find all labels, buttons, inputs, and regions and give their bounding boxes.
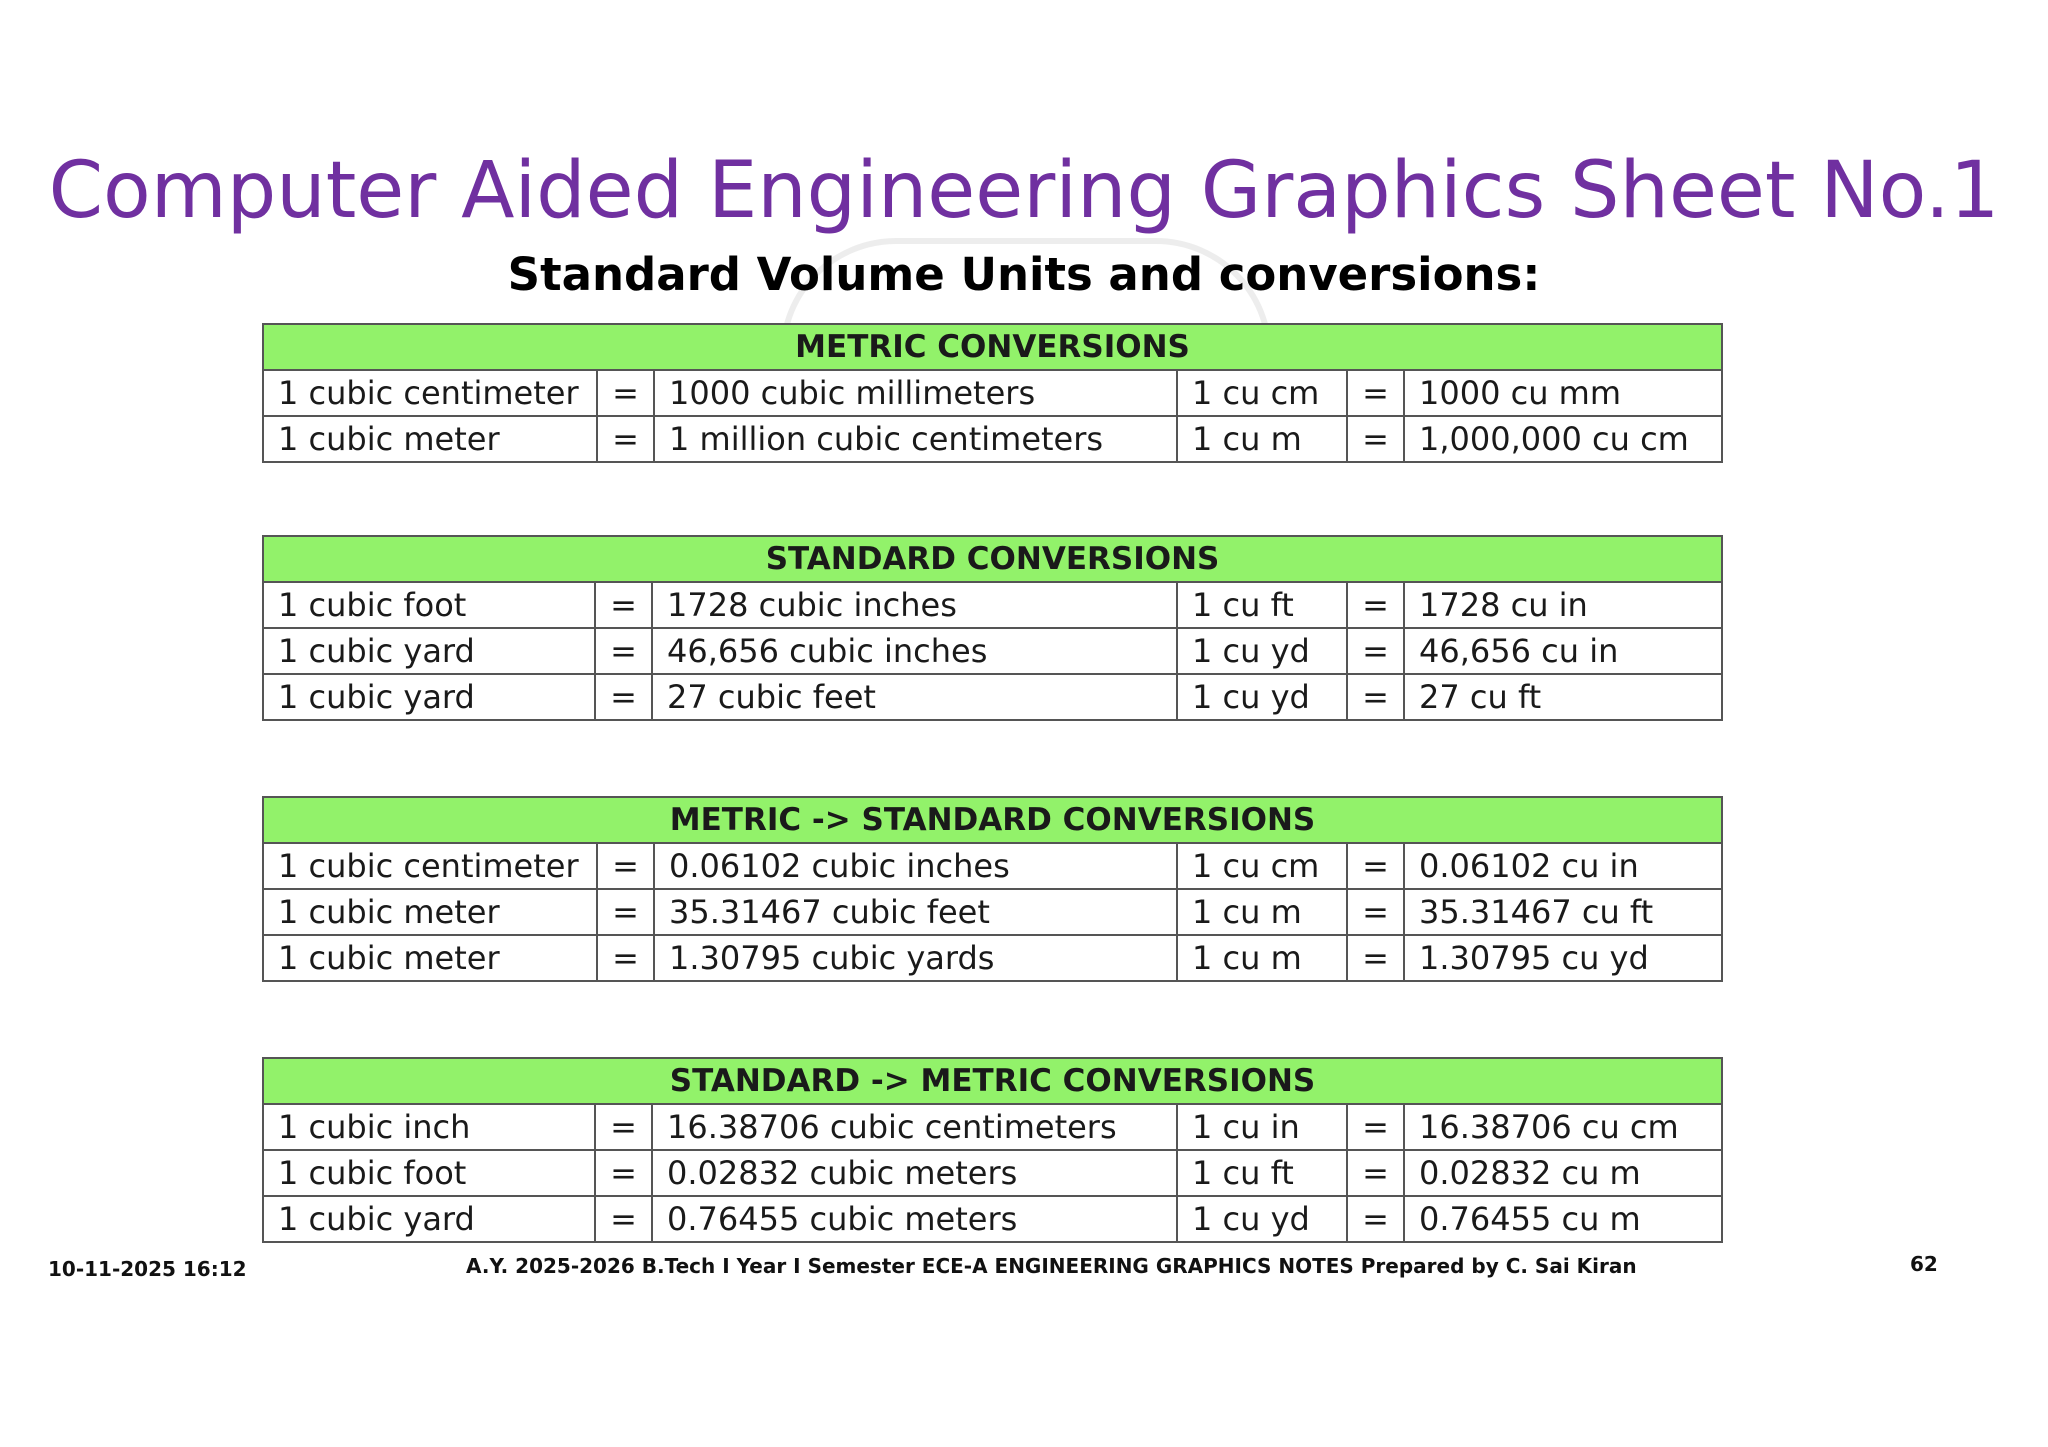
equals-cell: =	[1347, 843, 1404, 889]
equals-cell: =	[595, 1104, 652, 1150]
unit-cell: 1 cubic meter	[263, 889, 597, 935]
equals-cell: =	[1347, 628, 1404, 674]
table-heading: STANDARD CONVERSIONS	[263, 536, 1722, 582]
standard-to-metric-table	[262, 1057, 1723, 1243]
value-cell: 1728 cubic inches	[652, 582, 1177, 628]
value-abbrev-cell: 1728 cu in	[1404, 582, 1722, 628]
unit-cell: 1 cubic foot	[263, 582, 595, 628]
equals-cell: =	[595, 582, 652, 628]
value-abbrev-cell: 1.30795 cu yd	[1404, 935, 1722, 981]
value-abbrev-cell: 0.06102 cu in	[1404, 843, 1722, 889]
unit-abbrev-cell: 1 cu yd	[1177, 1196, 1347, 1242]
unit-cell: 1 cubic centimeter	[263, 370, 597, 416]
table-row	[263, 1150, 1722, 1196]
unit-abbrev-cell: 1 cu cm	[1177, 843, 1347, 889]
unit-abbrev-cell: 1 cu ft	[1177, 582, 1347, 628]
unit-cell: 1 cubic yard	[263, 674, 595, 720]
unit-abbrev-cell: 1 cu cm	[1177, 370, 1347, 416]
table-row	[263, 628, 1722, 674]
equals-cell: =	[1347, 1196, 1404, 1242]
equals-cell: =	[597, 935, 654, 981]
unit-abbrev-cell: 1 cu m	[1177, 889, 1347, 935]
unit-cell: 1 cubic centimeter	[263, 843, 597, 889]
value-abbrev-cell: 16.38706 cu cm	[1404, 1104, 1722, 1150]
value-cell: 16.38706 cubic centimeters	[652, 1104, 1177, 1150]
unit-cell: 1 cubic inch	[263, 1104, 595, 1150]
standard-conversions-table	[262, 535, 1723, 721]
equals-cell: =	[1347, 889, 1404, 935]
value-cell: 1 million cubic centimeters	[654, 416, 1177, 462]
unit-abbrev-cell: 1 cu m	[1177, 416, 1347, 462]
value-abbrev-cell: 35.31467 cu ft	[1404, 889, 1722, 935]
equals-cell: =	[597, 889, 654, 935]
value-abbrev-cell: 0.76455 cu m	[1404, 1196, 1722, 1242]
unit-cell: 1 cubic yard	[263, 628, 595, 674]
unit-abbrev-cell: 1 cu m	[1177, 935, 1347, 981]
unit-cell: 1 cubic yard	[263, 1196, 595, 1242]
table-row	[263, 1196, 1722, 1242]
equals-cell: =	[1347, 370, 1404, 416]
value-cell: 46,656 cubic inches	[652, 628, 1177, 674]
table-row	[263, 370, 1722, 416]
unit-cell: 1 cubic foot	[263, 1150, 595, 1196]
equals-cell: =	[1347, 582, 1404, 628]
unit-cell: 1 cubic meter	[263, 416, 597, 462]
table-heading: STANDARD -> METRIC CONVERSIONS	[263, 1058, 1722, 1104]
unit-cell: 1 cubic meter	[263, 935, 597, 981]
equals-cell: =	[595, 628, 652, 674]
equals-cell: =	[1347, 1150, 1404, 1196]
table-row	[263, 1104, 1722, 1150]
equals-cell: =	[1347, 1104, 1404, 1150]
equals-cell: =	[1347, 674, 1404, 720]
equals-cell: =	[597, 416, 654, 462]
value-abbrev-cell: 0.02832 cu m	[1404, 1150, 1722, 1196]
equals-cell: =	[595, 1150, 652, 1196]
footer-course-info: A.Y. 2025-2026 B.Tech I Year I Semester ECE-A ENGINEERING GRAPHICS NOTES Prepared by C. Sai Kiran	[466, 1254, 1637, 1278]
value-abbrev-cell: 27 cu ft	[1404, 674, 1722, 720]
table-row	[263, 416, 1722, 462]
unit-abbrev-cell: 1 cu ft	[1177, 1150, 1347, 1196]
value-cell: 35.31467 cubic feet	[654, 889, 1177, 935]
unit-abbrev-cell: 1 cu yd	[1177, 628, 1347, 674]
table-heading: METRIC -> STANDARD CONVERSIONS	[263, 797, 1722, 843]
equals-cell: =	[597, 843, 654, 889]
footer-datetime: 10-11-2025 16:12	[48, 1257, 247, 1281]
equals-cell: =	[595, 1196, 652, 1242]
equals-cell: =	[595, 674, 652, 720]
value-cell: 1.30795 cubic yards	[654, 935, 1177, 981]
metric-conversions-table	[262, 323, 1723, 463]
equals-cell: =	[1347, 935, 1404, 981]
table-row	[263, 582, 1722, 628]
table-row	[263, 843, 1722, 889]
value-cell: 1000 cubic millimeters	[654, 370, 1177, 416]
unit-abbrev-cell: 1 cu in	[1177, 1104, 1347, 1150]
equals-cell: =	[1347, 416, 1404, 462]
unit-abbrev-cell: 1 cu yd	[1177, 674, 1347, 720]
table-heading: METRIC CONVERSIONS	[263, 324, 1722, 370]
value-cell: 0.76455 cubic meters	[652, 1196, 1177, 1242]
table-row	[263, 889, 1722, 935]
table-row	[263, 935, 1722, 981]
metric-to-standard-table	[262, 796, 1723, 982]
value-cell: 27 cubic feet	[652, 674, 1177, 720]
value-abbrev-cell: 46,656 cu in	[1404, 628, 1722, 674]
page-title: Computer Aided Engineering Graphics Sheet No.1	[48, 146, 2000, 236]
footer-page-number: 62	[1910, 1252, 1938, 1276]
value-cell: 0.02832 cubic meters	[652, 1150, 1177, 1196]
table-row	[263, 674, 1722, 720]
value-abbrev-cell: 1,000,000 cu cm	[1404, 416, 1722, 462]
value-cell: 0.06102 cubic inches	[654, 843, 1177, 889]
page-subtitle: Standard Volume Units and conversions:	[507, 248, 1541, 301]
equals-cell: =	[597, 370, 654, 416]
value-abbrev-cell: 1000 cu mm	[1404, 370, 1722, 416]
